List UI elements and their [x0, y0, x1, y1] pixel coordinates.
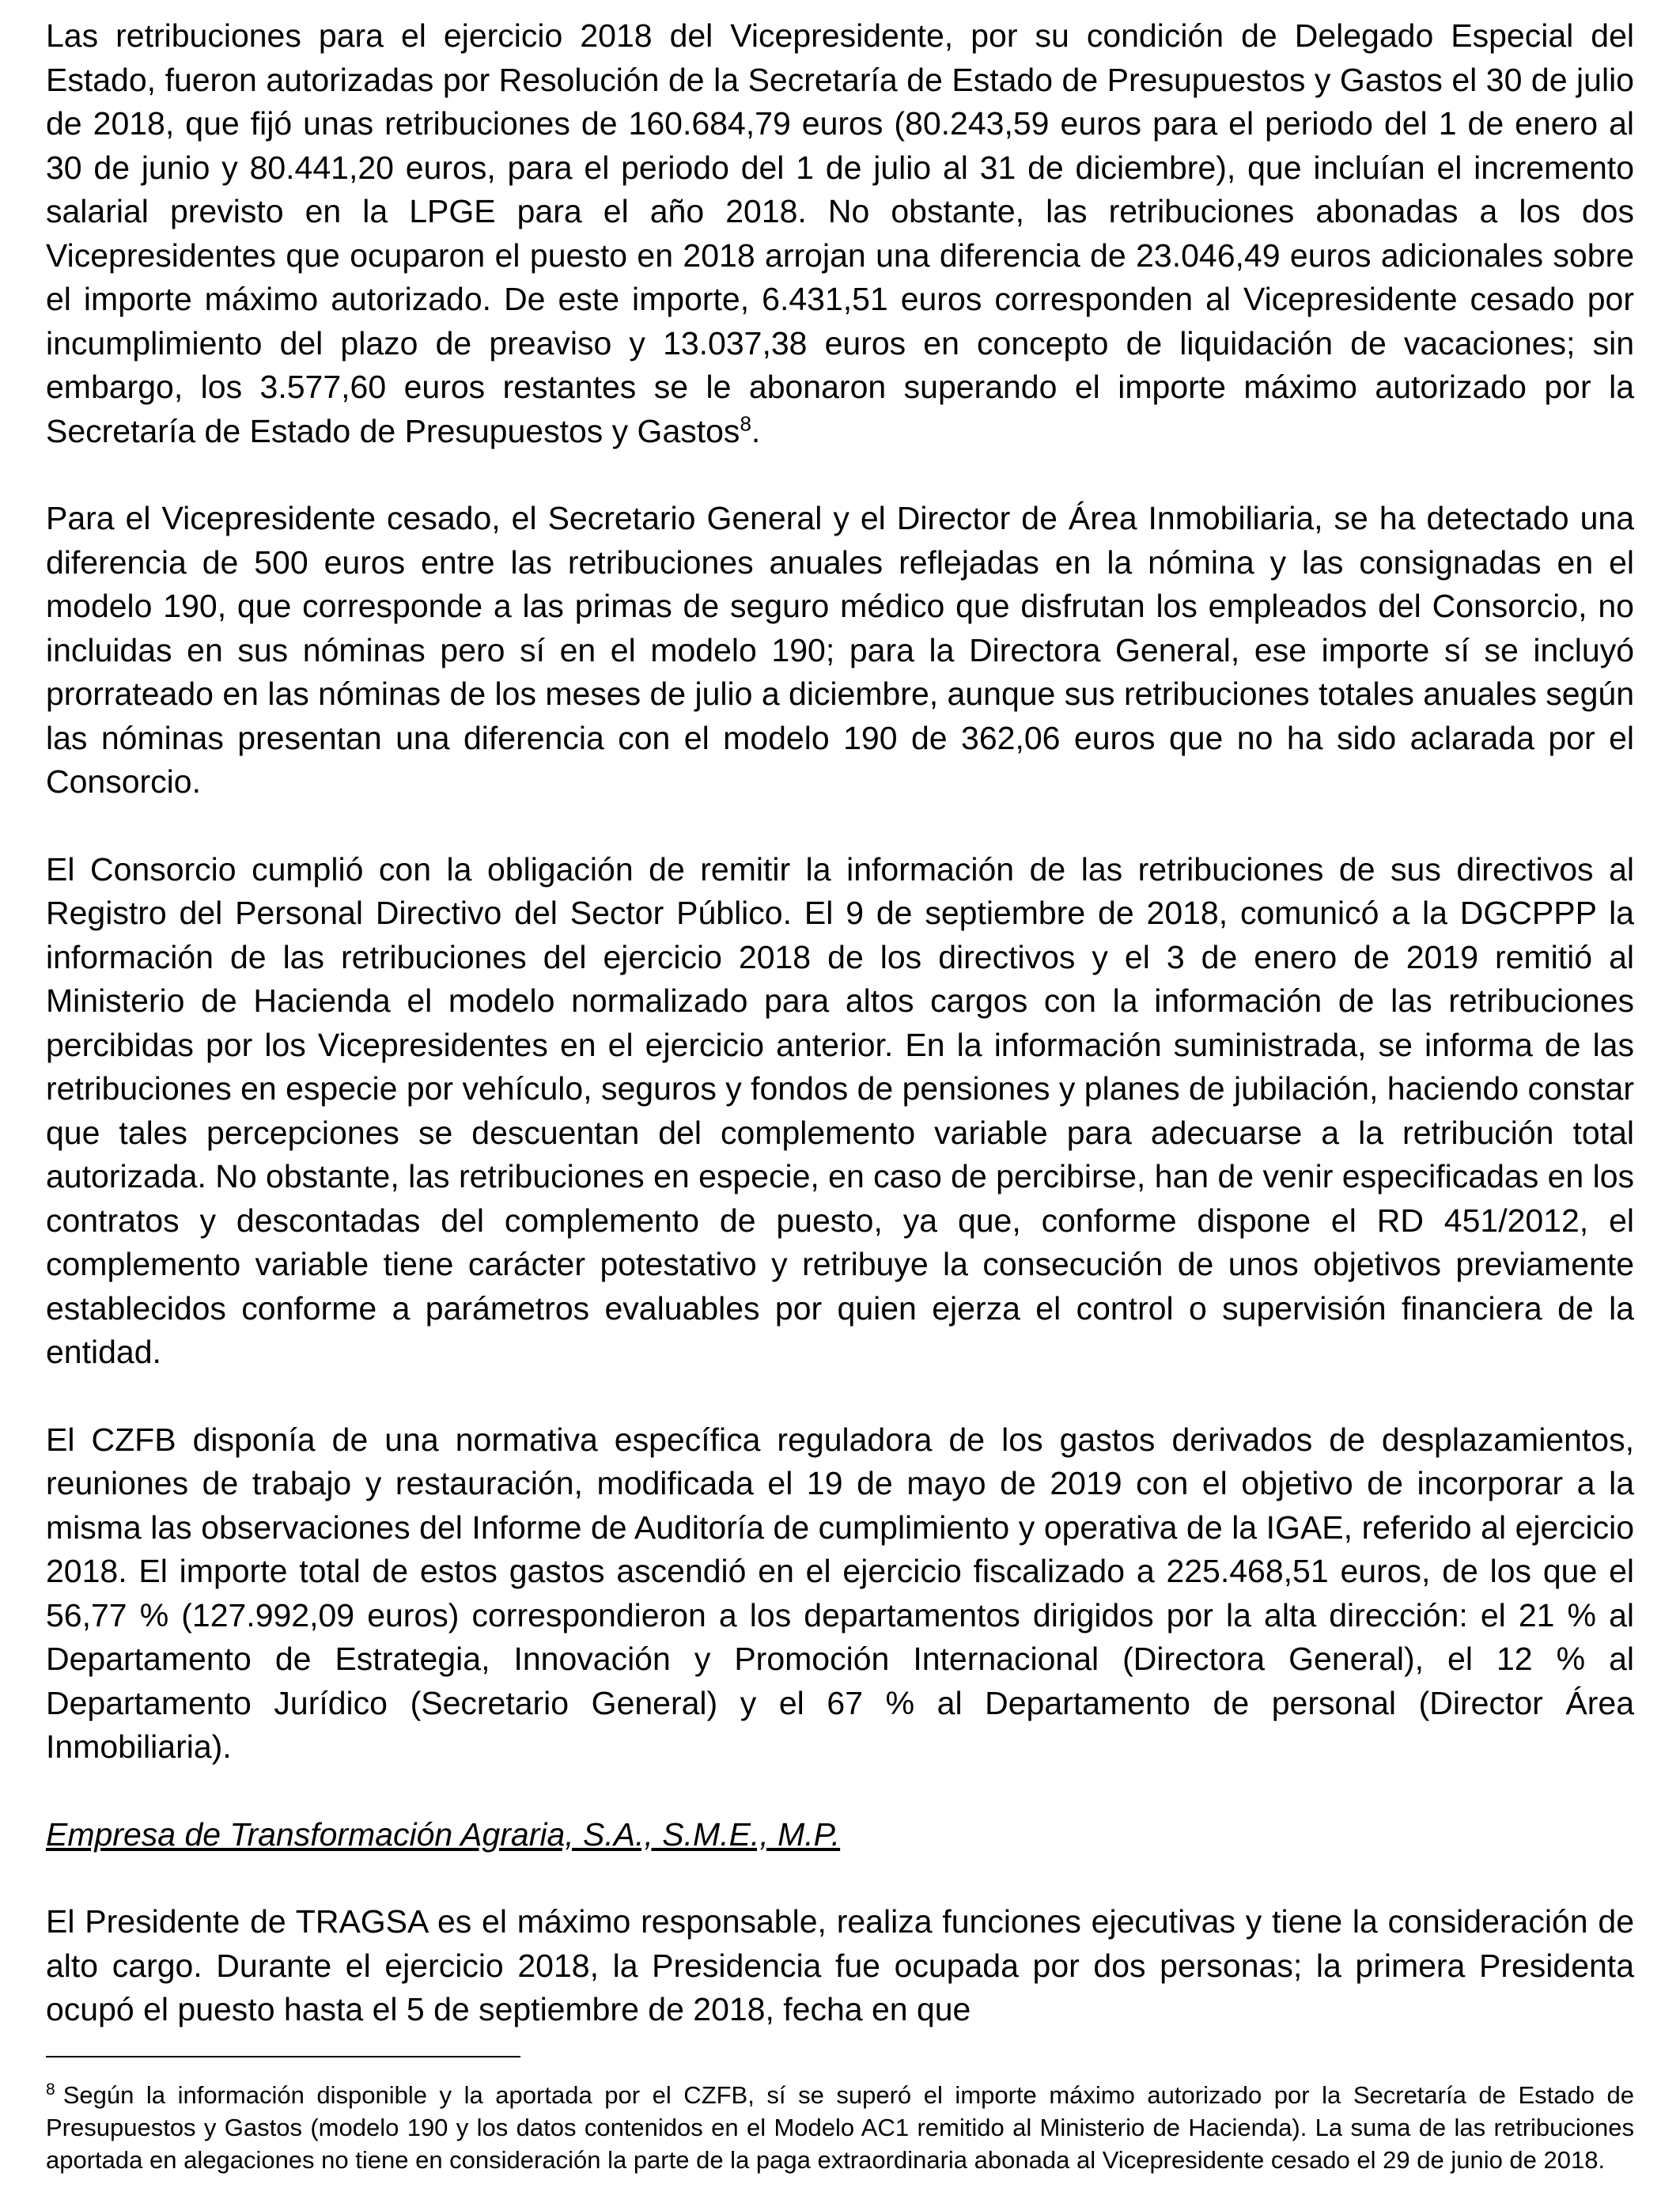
paragraph-end-period: . [751, 412, 761, 449]
paragraph-registro-personal-directivo: El Consorcio cumplió con la obligación de remitir la información de las retribuciones de sus directivos al Registro del Personal Directivo del Sector Público. El 9 de septiembre de 2018, comunicó a la DGCPPP la información de las retribuciones del ejercicio 2018 de los directivos y el 3 de enero de 2019 remitió al Ministerio de Hacienda el modelo normalizado para altos cargos con la información de las retribuciones percibidas por los Vicepresidentes en el ejercicio anterior. En la información suministrada, se informa de las retribuciones en especie por vehículo, seguros y fondos de pensiones y planes de jubilación, haciendo constar que tales percepciones se descuentan del complemento variable para adecuarse a la retribución total autorizada. No obstante, las retribuciones en especie, en caso de percibirse, han de venir especificadas en los contratos y descontadas del complemento de puesto, ya que, conforme dispone el RD 451/2012, el complemento variable tiene carácter potestativo y retribuye la consecución de unos objetivos previamente establecidos conforme a parámetros evaluables por quien ejerza el control o supervisión financiera de la entidad. [46, 850, 1634, 1370]
section-title-tragsa: Empresa de Transformación Agraria, S.A., S.M.E., M.P. [46, 1815, 841, 1853]
paragraph-vicepresidente-retribuciones [46, 14, 1634, 453]
footnote-number: 8 [46, 2080, 55, 2099]
footnote-reference[interactable]: 8 [740, 411, 751, 435]
footnote-text: Según la información disponible y la aportada por el CZFB, sí se superó el importe máximo autorizado por la Secretaría de Estado de Presupuestos y Gastos (modelo 190 y los datos contenidos en el Modelo AC1 remitido al Ministerio de Hacienda). La suma de las retribuciones aportada en alegaciones no tiene en consideración la parte de la paga extraordinaria abonada al Vicepresidente cesado el 29 de junio de 2018. [46, 2081, 1634, 2174]
paragraph-gastos-desplazamientos: El CZFB disponía de una normativa específica reguladora de los gastos derivados de desplazamientos, reuniones de trabajo y restauración, modificada el 19 de mayo de 2019 con el objetivo de incorporar a la misma las observaciones del Informe de Auditoría de cumplimiento y operativa de la IGAE, referido al ejercicio 2018. El importe total de estos gastos ascendió en el ejercicio fiscalizado a 225.468,51 euros, de los que el 56,77 % (127.992,09 euros) correspondieron a los departamentos dirigidos por la alta dirección: el 21 % al Departamento de Estrategia, Innovación y Promoción Internacional (Directora General), el 12 % al Departamento Jurídico (Secretario General) y el 67 % al Departamento de personal (Director Área Inmobiliaria). [46, 1421, 1634, 1765]
footnote-separator [46, 2056, 520, 2057]
paragraph-diferencia-modelo-190: Para el Vicepresidente cesado, el Secretario General y el Director de Área Inmobiliaria, se ha detectado una diferencia de 500 euros entre las retribuciones anuales reflejadas en la nómina y las consignadas en el modelo 190, que corresponde a las primas de seguro médico que disfrutan los empleados del Consorcio, no incluidas en sus nóminas pero sí en el modelo 190; para la Directora General, ese importe sí se incluyó prorrateado en las nóminas de los meses de julio a diciembre, aunque sus retribuciones totales anuales según las nóminas presentan una diferencia con el modelo 190 de 362,06 euros que no ha sido aclarada por el Consorcio. [46, 500, 1634, 800]
footnote [46, 2079, 1634, 2176]
document-page [46, 14, 1634, 2032]
paragraph-presidente-tragsa: El Presidente de TRAGSA es el máximo responsable, realiza funciones ejecutivas y tiene la consideración de alto cargo. Durante el ejercicio 2018, la Presidencia fue ocupada por dos personas; la primera Presidenta ocupó el puesto hasta el 5 de septiembre de 2018, fecha en que [46, 1903, 1634, 2027]
paragraph-text: Las retribuciones para el ejercicio 2018 del Vicepresidente, por su condición de Delegado Especial del Estado, fueron autorizadas por Resolución de la Secretaría de Estado de Presupuestos y Gastos el 30 de julio de 2018, que fijó unas retribuciones de 160.684,79 euros (80.243,59 euros para el periodo del 1 de enero al 30 de junio y 80.441,20 euros, para el periodo del 1 de julio al 31 de diciembre), que incluían el incremento salarial previsto en la LPGE para el año 2018. No obstante, las retribuciones abonadas a los dos Vicepresidentes que ocuparon el puesto en 2018 arrojan una diferencia de 23.046,49 euros adicionales sobre el importe máximo autorizado. De este importe, 6.431,51 euros corresponden al Vicepresidente cesado por incumplimiento del plazo de preaviso y 13.037,38 euros en concepto de liquidación de vacaciones; sin embargo, los 3.577,60 euros restantes se le abonaron superando el importe máximo autorizado por la Secretaría de Estado de Presupuestos y Gastos [46, 17, 1634, 449]
